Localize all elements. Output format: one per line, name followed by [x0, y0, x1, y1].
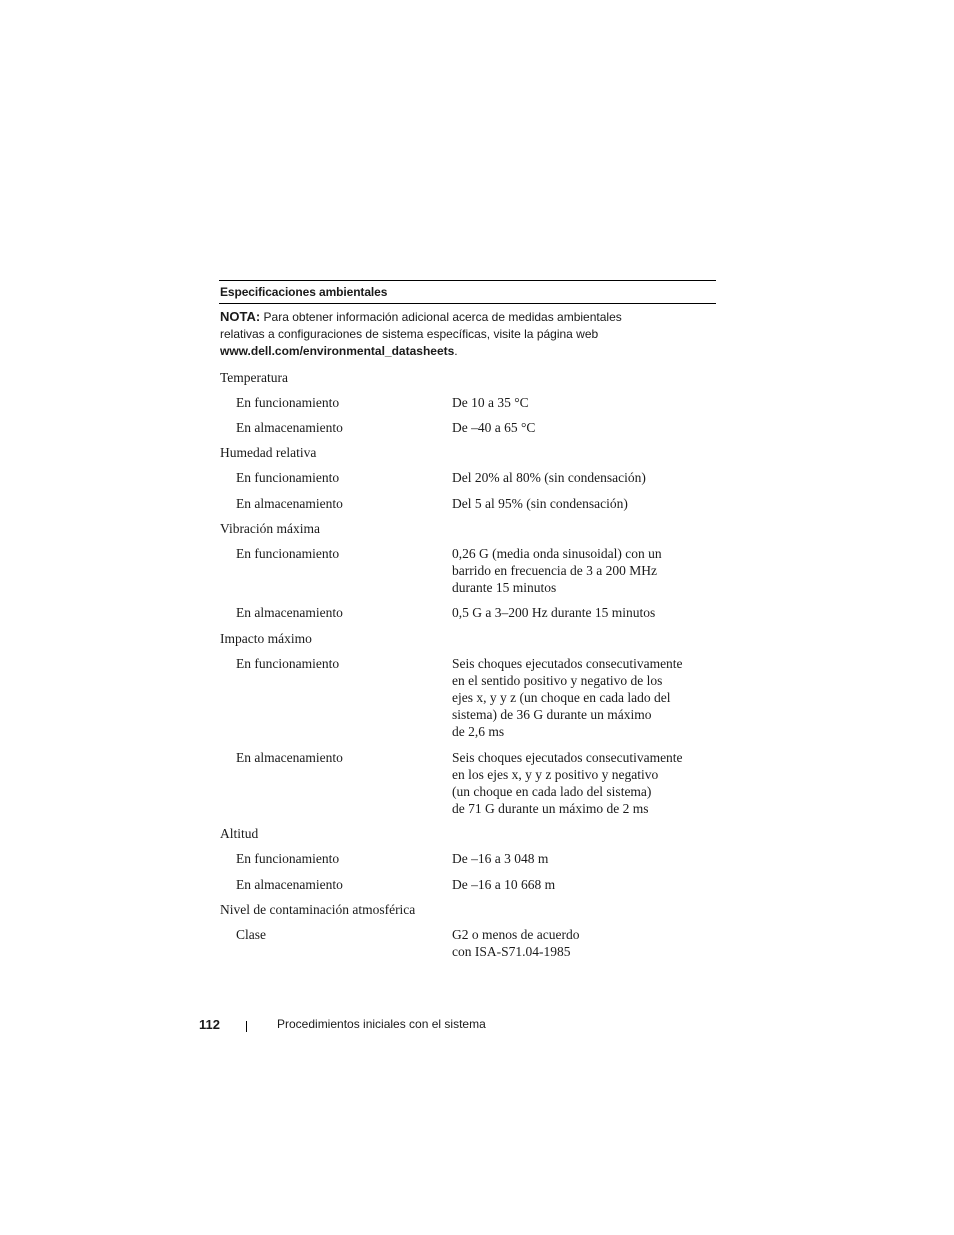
spec-row	[219, 926, 716, 960]
spec-row	[219, 394, 716, 411]
spec-param: En funcionamiento	[236, 655, 340, 671]
spec-value: De –40 a 65 °C	[452, 420, 536, 436]
spec-param: Clase	[236, 926, 266, 942]
note-text-line2: relativas a configuraciones de sistema específicas, visite la página web	[220, 327, 599, 341]
spec-row	[219, 876, 716, 893]
environmental-specs-table	[219, 280, 716, 968]
group-label: Temperatura	[220, 370, 289, 385]
spec-value: Seis choques ejecutados consecutivamente en el sentido positivo y negativo de los ejes x, y y z (un choque en cada lado del sistema) de 36 G durante un máximo de 2,6 ms	[452, 655, 683, 740]
spec-row	[219, 655, 716, 741]
spec-row	[219, 495, 716, 512]
spec-row	[219, 604, 716, 621]
spec-group	[219, 630, 716, 818]
group-label: Vibración máxima	[220, 520, 321, 536]
note-block	[219, 308, 716, 360]
footer-section-title: Procedimientos iniciales con el sistema	[277, 1017, 486, 1031]
table-title: Especificaciones ambientales	[219, 280, 716, 304]
spec-value: G2 o menos de acuerdo con ISA-S71.04-1985	[452, 926, 580, 960]
spec-param: En almacenamiento	[236, 495, 343, 511]
spec-value: Del 20% al 80% (sin condensación)	[452, 470, 646, 486]
footer-divider	[246, 1021, 247, 1032]
spec-param: En almacenamiento	[236, 749, 343, 765]
spec-param: En funcionamiento	[236, 470, 340, 486]
spec-group	[219, 520, 716, 622]
spec-value: Seis choques ejecutados consecutivamente en los ejes x, y y z positivo y negativo (un choque en cada lado del sistema) de 71 G durante un máximo de 2 ms	[452, 749, 683, 817]
spec-param: En funcionamiento	[236, 395, 340, 410]
spec-group	[219, 901, 716, 960]
spec-group	[219, 444, 716, 511]
spec-param: En almacenamiento	[236, 420, 343, 436]
spec-row	[219, 545, 716, 597]
spec-row	[219, 749, 716, 818]
spec-row	[219, 419, 716, 436]
group-label: Altitud	[220, 826, 259, 842]
page-number: 112	[199, 1016, 220, 1032]
spec-value: De 10 a 35 °C	[452, 395, 529, 410]
group-label: Nivel de contaminación atmosférica	[220, 901, 416, 917]
group-label: Humedad relativa	[220, 445, 317, 461]
spec-param: En almacenamiento	[236, 605, 343, 621]
spec-value: 0,5 G a 3–200 Hz durante 15 minutos	[452, 605, 656, 621]
spec-param: En funcionamiento	[236, 851, 340, 867]
note-label: NOTA:	[220, 309, 261, 324]
spec-group	[219, 369, 716, 436]
spec-row	[219, 850, 716, 867]
page-footer	[199, 1014, 486, 1034]
spec-groups	[219, 369, 716, 960]
spec-value: De –16 a 10 668 m	[452, 876, 556, 892]
spec-group	[219, 825, 716, 892]
spec-param: En almacenamiento	[236, 876, 343, 892]
spec-param: En funcionamiento	[236, 545, 340, 561]
note-text-line1: Para obtener información adicional acerca de medidas ambientales	[260, 310, 622, 324]
spec-row	[219, 469, 716, 486]
group-label: Impacto máximo	[220, 630, 312, 646]
note-url-link[interactable]: www.dell.com/environmental_datasheets	[220, 344, 455, 358]
note-trail: .	[454, 344, 458, 358]
spec-value: De –16 a 3 048 m	[452, 851, 549, 867]
spec-value: Del 5 al 95% (sin condensación)	[452, 495, 628, 511]
spec-value: 0,26 G (media onda sinusoidal) con un barrido en frecuencia de 3 a 200 MHz durante 15 minutos	[452, 545, 662, 596]
